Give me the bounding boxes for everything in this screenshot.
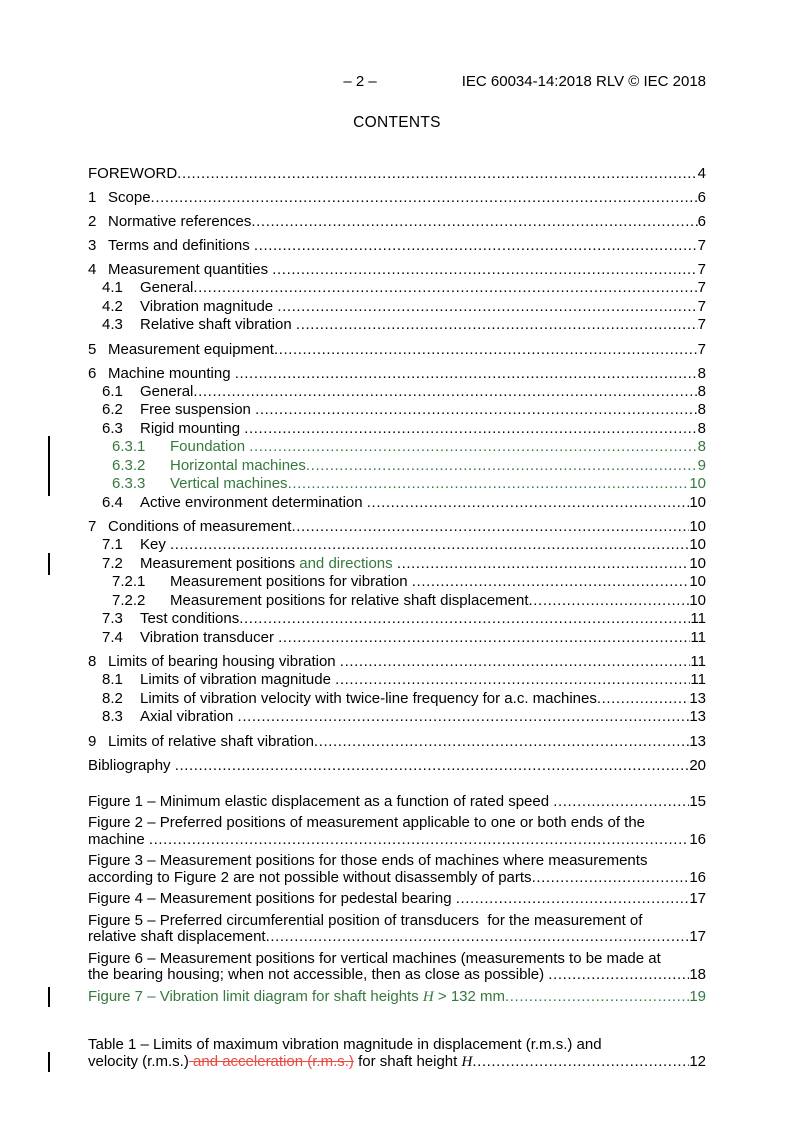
dot-leader — [277, 298, 697, 317]
toc-entry-6 — [88, 364, 706, 383]
entry-text: Table 1 – Limits of maximum vibration magnitude in displacement (r.m.s.) and — [88, 1036, 602, 1053]
clause-number: 1 — [88, 189, 97, 206]
page-number: 7 — [697, 297, 706, 315]
entry-text: Conditions of measurement — [108, 518, 292, 535]
figure-entry-line — [88, 853, 706, 870]
toc-entry-6-1 — [88, 383, 706, 402]
figure-entry-6 — [88, 951, 706, 984]
page-number-marker: – 2 – — [343, 73, 377, 90]
contents-heading: CONTENTS — [353, 114, 441, 131]
entry-text: Axial vibration — [140, 708, 238, 725]
entry-text: Test conditions — [140, 610, 240, 627]
page-number: 16 — [689, 830, 706, 848]
toc-entry-8-2 — [88, 690, 706, 709]
clause-number: 7.2 — [102, 554, 123, 572]
entry-text: General — [140, 382, 194, 400]
page-number: 9 — [697, 456, 706, 474]
toc-entry-7-1 — [88, 536, 706, 555]
clause-number: 8.2 — [102, 689, 123, 707]
clause-number: 7.3 — [102, 610, 123, 627]
entry-text: Horizontal machines — [170, 456, 306, 474]
dot-leader — [529, 592, 690, 611]
page-number: 6 — [697, 213, 706, 230]
toc-entry-7 — [88, 517, 706, 536]
dot-leader — [274, 340, 698, 359]
page-number: 7 — [697, 261, 706, 278]
page-number: 10 — [689, 536, 706, 553]
entry-text: Free suspension — [140, 401, 256, 418]
clause-number: 6.1 — [102, 382, 123, 400]
toc-entry-3 — [88, 236, 706, 255]
dot-leader — [149, 832, 689, 849]
page-number: 11 — [690, 610, 706, 627]
tables-list — [88, 1037, 706, 1070]
page-number: 13 — [689, 689, 706, 707]
page-number: 10 — [689, 475, 706, 492]
entry-text: Figure 7 – Vibration limit diagram for shaft heights — [88, 987, 423, 1005]
clause-number: 7.1 — [102, 536, 123, 553]
page-number: 7 — [697, 316, 706, 333]
dot-leader — [597, 690, 689, 709]
figure-entry-line — [88, 929, 706, 946]
figure-entry-3 — [88, 853, 706, 886]
figure-entry-7 — [88, 989, 706, 1006]
clause-number: 4 — [88, 261, 97, 278]
dot-leader — [278, 629, 690, 648]
page-number: 10 — [689, 554, 706, 572]
dot-leader — [505, 989, 689, 1006]
clause-number: 8.3 — [102, 708, 123, 725]
dot-leader — [170, 536, 689, 555]
page-number: 6 — [697, 189, 706, 206]
entry-text: Normative references — [108, 213, 252, 230]
entry-text: and directions — [299, 554, 393, 572]
dot-leader — [472, 1054, 689, 1071]
entry-text: > 132 mm — [433, 987, 506, 1005]
figure-entry-1 — [88, 794, 706, 811]
figures-list — [88, 794, 706, 1006]
toc-entry-6-3-3 — [88, 475, 706, 494]
entry-text: Active environment determination — [140, 493, 367, 511]
dot-leader — [244, 420, 697, 439]
dot-leader — [553, 794, 689, 811]
figure-entry-line — [88, 815, 706, 832]
toc-entry-7-3 — [88, 610, 706, 629]
table-entry-line — [88, 1037, 706, 1054]
figure-entry-2 — [88, 815, 706, 848]
entry-text: Rigid mounting — [140, 419, 245, 437]
clause-number: 8 — [88, 653, 97, 670]
toc-entry-6-3-2 — [88, 457, 706, 476]
dot-leader — [251, 212, 697, 231]
entry-text: Vertical machines — [170, 475, 288, 492]
page-number: 17 — [689, 928, 706, 945]
table-entry-1 — [88, 1037, 706, 1070]
dot-leader — [193, 383, 697, 402]
page-number: 11 — [690, 653, 706, 670]
entry-text: Bibliography — [88, 756, 175, 774]
clause-number: 3 — [88, 237, 97, 254]
clause-number: 4.1 — [102, 279, 123, 296]
entry-text: Figure 4 – Measurement positions for pedestal bearing — [88, 890, 456, 907]
figure-entry-line — [88, 870, 706, 887]
entry-text: Limits of relative shaft vibration — [108, 732, 314, 750]
entry-text: according to Figure 2 are not possible without disassembly of parts — [88, 868, 532, 886]
clause-number: 2 — [88, 213, 97, 230]
page-number: 13 — [689, 708, 706, 725]
entry-text: FOREWORD — [88, 165, 178, 182]
page-number: 18 — [689, 966, 706, 983]
dot-leader — [238, 708, 690, 727]
page-number: 8 — [697, 382, 706, 400]
dot-leader — [291, 517, 689, 536]
toc-entry-6-2 — [88, 401, 706, 420]
toc-entry-8-3 — [88, 708, 706, 727]
toc-list — [88, 164, 706, 775]
page-number: 7 — [697, 237, 706, 254]
figure-entry-line — [88, 794, 706, 811]
toc-entry-4-2 — [88, 298, 706, 317]
figure-entry-5 — [88, 913, 706, 946]
toc-entry-6-3 — [88, 420, 706, 439]
table-entry-line — [88, 1054, 706, 1071]
toc-entry-6-4 — [88, 494, 706, 513]
clause-number: 6.4 — [102, 493, 123, 511]
clause-number: 7.2.2 — [112, 591, 146, 609]
entry-text: Vibration magnitude — [140, 297, 278, 315]
toc-entry-6-3-1 — [88, 438, 706, 457]
page-number: 12 — [689, 1052, 706, 1070]
toc-entry-bibliography — [88, 756, 706, 775]
clause-number: 7.4 — [102, 628, 123, 646]
clause-number: 5 — [88, 340, 97, 358]
entry-text: velocity (r.m.s.) — [88, 1052, 189, 1070]
dot-leader — [235, 364, 698, 383]
dot-leader — [412, 573, 690, 592]
page-number: 16 — [689, 868, 706, 886]
page-number: 13 — [689, 732, 706, 750]
entry-text: H — [422, 988, 434, 1005]
entry-text: Measurement positions for vibration — [170, 573, 412, 590]
clause-number: 7.2.1 — [112, 573, 146, 590]
clause-number: 6.3.2 — [112, 456, 146, 474]
dot-leader — [272, 260, 697, 279]
toc-entry-4-3 — [88, 316, 706, 335]
page-number: 15 — [689, 792, 706, 810]
toc-entry-8-1 — [88, 671, 706, 690]
document-reference: IEC 60034-14:2018 RLV © IEC 2018 — [461, 73, 706, 90]
entry-text: the bearing housing; when not accessible, then as close as possible) — [88, 966, 549, 983]
dot-leader — [175, 756, 690, 775]
entry-text: machine — [88, 830, 149, 848]
clause-number: 9 — [88, 732, 97, 750]
page-number: 8 — [697, 401, 706, 418]
clause-number: 6.3.3 — [112, 475, 146, 492]
toc-entry-8 — [88, 652, 706, 671]
entry-text: General — [140, 279, 194, 296]
entry-text: Relative shaft vibration — [140, 316, 296, 333]
dot-leader — [306, 457, 698, 476]
entry-text: Measurement equipment — [108, 340, 274, 358]
toc-entry-1 — [88, 188, 706, 207]
entry-text: Vibration transducer — [140, 628, 279, 646]
page-number: 7 — [697, 340, 706, 358]
toc-entry-7-2 — [88, 555, 706, 574]
page-number: 11 — [690, 671, 706, 688]
toc-entry-4-1 — [88, 279, 706, 298]
toc-entry-9 — [88, 732, 706, 751]
dot-leader — [239, 610, 690, 629]
dot-leader — [532, 870, 690, 887]
entry-text: Figure 6 – Measurement positions for vertical machines (measurements to be made at — [88, 949, 661, 967]
figure-entry-line — [88, 832, 706, 849]
clause-number: 6.3 — [102, 419, 123, 437]
page-number: 19 — [689, 987, 706, 1005]
page-number: 17 — [689, 890, 706, 907]
page-number: 10 — [689, 591, 706, 609]
entry-text: Figure 2 – Preferred positions of measurement applicable to one or both ends of the — [88, 814, 645, 831]
page-number: 8 — [697, 364, 706, 382]
dot-leader — [397, 555, 689, 574]
dot-leader — [296, 316, 698, 335]
entry-text: H — [461, 1053, 473, 1070]
figure-entry-line — [88, 967, 706, 984]
entry-text: Measurement positions for relative shaft displacement — [170, 591, 529, 609]
figure-entry-4 — [88, 891, 706, 908]
dot-leader — [151, 188, 698, 207]
entry-text: Figure 1 – Minimum elastic displacement as a function of rated speed — [88, 792, 554, 810]
dot-leader — [177, 164, 697, 183]
clause-number: 4.2 — [102, 297, 123, 315]
page-number: 8 — [697, 419, 706, 437]
toc-entry-2 — [88, 212, 706, 231]
dot-leader — [335, 671, 690, 690]
toc-entry-5 — [88, 340, 706, 359]
entry-text: relative shaft displacement — [88, 928, 266, 945]
toc-entry-7-2-1 — [88, 573, 706, 592]
entry-text: Measurement positions — [140, 554, 300, 572]
page-number: 10 — [689, 573, 706, 590]
clause-number: 8.1 — [102, 671, 123, 688]
entry-text: Measurement quantities — [108, 261, 273, 278]
toc-entry-foreword — [88, 164, 706, 183]
entry-text: Key — [140, 536, 171, 553]
clause-number: 6.3.1 — [112, 438, 146, 455]
page-number: 10 — [689, 493, 706, 511]
clause-number: 6.2 — [102, 401, 123, 418]
entry-text: for shaft height — [353, 1052, 462, 1070]
dot-leader — [340, 652, 691, 671]
figure-entry-line — [88, 951, 706, 968]
entry-text: Scope — [108, 189, 151, 206]
figure-entry-line — [88, 989, 706, 1006]
dot-leader — [249, 438, 697, 457]
page-number: 8 — [697, 438, 706, 455]
toc-entry-7-2-2 — [88, 592, 706, 611]
entry-text: Limits of vibration velocity with twice-line frequency for a.c. machines — [140, 689, 597, 707]
dot-leader — [367, 494, 690, 513]
dot-leader — [288, 475, 690, 494]
entry-text: Limits of bearing housing vibration — [108, 653, 340, 670]
entry-text: Figure 5 – Preferred circumferential position of transducers for the measurement of — [88, 911, 643, 929]
entry-text: Limits of vibration magnitude — [140, 671, 336, 688]
clause-number: 7 — [88, 518, 97, 535]
entry-text: Foundation — [170, 438, 250, 455]
page-number: 7 — [697, 279, 706, 296]
figure-entry-line — [88, 913, 706, 930]
entry-text: Machine mounting — [108, 364, 235, 382]
dot-leader — [266, 929, 690, 946]
figure-entry-line — [88, 891, 706, 908]
page-number: 11 — [690, 628, 706, 646]
page-number: 20 — [689, 756, 706, 774]
dot-leader — [456, 891, 690, 908]
dot-leader — [314, 732, 689, 751]
clause-number: 6 — [88, 364, 97, 382]
page-number: 4 — [697, 165, 706, 182]
dot-leader — [548, 967, 689, 984]
entry-text: and acceleration (r.m.s.) — [188, 1052, 354, 1070]
page-header — [88, 73, 706, 90]
clause-number: 4.3 — [102, 316, 123, 333]
entry-text: Terms and definitions — [108, 237, 254, 254]
entry-text: Figure 3 – Measurement positions for those ends of machines where measurements — [88, 852, 648, 869]
dot-leader — [255, 401, 698, 420]
toc-entry-4 — [88, 260, 706, 279]
toc-content — [88, 159, 706, 1070]
dot-leader — [254, 236, 698, 255]
toc-entry-7-4 — [88, 629, 706, 648]
dot-leader — [193, 279, 697, 298]
page-number: 10 — [689, 518, 706, 535]
